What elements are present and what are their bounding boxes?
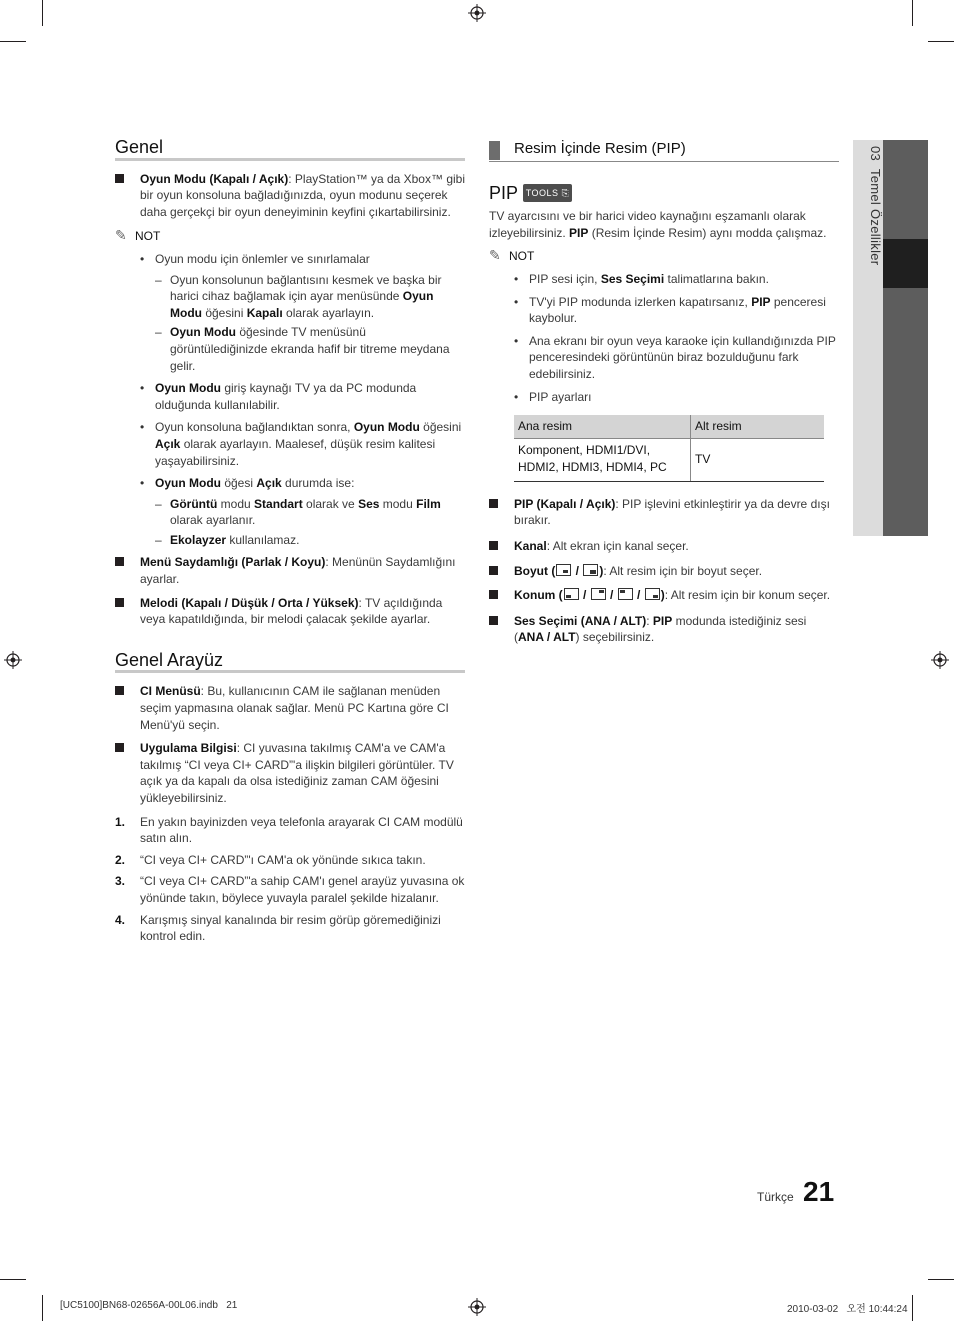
chapter-tab-marker (883, 239, 928, 288)
chapter-label (868, 146, 883, 265)
note-bold: Kapalı (246, 305, 283, 320)
note-text: olarak ayarlanır. (170, 513, 256, 528)
pip-position-bottom-left-icon (564, 588, 579, 600)
step-number: 2. (115, 852, 126, 867)
table-header: Alt resim (691, 415, 825, 438)
note-header (489, 247, 839, 265)
item-label: PIP (Kapalı / Açık) (514, 496, 616, 511)
note-text: olarak ayarlayın. Maalesef, düşük resim kalitesi yaşayabilirsiniz. (155, 436, 436, 468)
pip-settings-table (514, 415, 824, 482)
pencil-note-icon: ✎ (489, 247, 501, 264)
note-text: talimatlarına bakın. (664, 271, 769, 286)
note-bold: Görüntü (170, 496, 218, 511)
registration-mark-icon (468, 4, 486, 22)
page-number: 21 (803, 1176, 835, 1207)
note-bold: Ses (358, 496, 380, 511)
paren: ) (599, 563, 604, 578)
item-label: Konum ( (514, 588, 563, 603)
note-bold: Film (416, 496, 441, 511)
item-text: : Menünün Saydamlığını ayarlar. (140, 555, 456, 587)
note-text: modu (217, 496, 255, 511)
step-text: “CI veya CI+ CARD”'a sahip CAM'ı genel arayüz yuvasına ok yönünde takın, böylece yuvayla paralel şekilde hizalanır. (140, 874, 465, 905)
item-text: ) seçebilirsiniz. (575, 630, 655, 645)
right-column (489, 139, 839, 653)
paren: ) (660, 588, 665, 603)
note-bold: Oyun Modu (155, 476, 221, 491)
note-text: öğesinde TV menüsünü görüntülediğinizde ekranda hafif bir titreme meydana gelir. (170, 325, 450, 373)
tools-label: TOOLS (525, 187, 559, 198)
note-bullet (489, 271, 839, 288)
note-bold: Ses Seçimi (600, 271, 665, 286)
note-bullet (115, 251, 465, 268)
table-header-row (514, 415, 824, 438)
left-column (115, 139, 465, 950)
note-text: öğesi (221, 476, 257, 491)
note-text: penceresi kaybolur. (529, 294, 826, 326)
note-bold: Oyun Modu (155, 381, 221, 396)
separator: / (579, 588, 590, 603)
note-dash (115, 272, 465, 322)
item-label: CI Menüsü (140, 684, 201, 699)
registration-mark-icon (4, 651, 22, 669)
step-item (115, 814, 465, 847)
note-bold: PIP (751, 294, 771, 309)
item-text: : Alt resim için bir konum seçer. (664, 588, 831, 603)
item-text: : Alt ekran için kanal seçer. (546, 538, 689, 553)
pip-position-bottom-right-icon (645, 588, 660, 600)
crop-mark (912, 0, 913, 26)
print-file-info: [UC5100]BN68-02656A-00L06.indb 21 (60, 1300, 238, 1311)
note-text: giriş kaynağı TV ya da PC modunda olduğunda kullanılabilir. (155, 381, 417, 412)
note-bullet (489, 333, 839, 383)
note-label: NOT (509, 249, 535, 264)
separator: / (572, 563, 583, 578)
table-header: Ana resim (514, 415, 691, 438)
pip-intro (489, 208, 839, 241)
crop-mark (928, 1279, 954, 1280)
note-text: TV'yi PIP modunda izlerken kapatırsanız, (529, 294, 752, 309)
pip-title: PIP (489, 182, 518, 203)
step-number: 3. (115, 874, 126, 889)
step-number: 4. (115, 912, 126, 927)
crop-mark (42, 1295, 43, 1321)
note-header (115, 227, 465, 245)
item-text: : PlayStation™ ya da Xbox™ gibi bir oyun konsoluna bağladığınızda, oyun modunu seçerek daha gerçekçi bir oyun deneyiminin keyfini çıkartabilirsiniz. (140, 171, 465, 219)
list-item (489, 563, 839, 580)
pip-heading (489, 184, 839, 203)
step-text: Karışmış sinyal kanalında bir resim görüp göremediğinizi kontrol edin. (140, 912, 441, 944)
section-title: Resim İçinde Resim (PIP) (514, 140, 686, 157)
item-label: Ses Seçimi (ANA / ALT) (514, 613, 647, 628)
pip-size-large-icon (583, 564, 598, 576)
table-row (514, 438, 824, 481)
crop-mark (928, 41, 954, 42)
item-label: Uygulama Bilgisi (140, 741, 237, 756)
item-text: : PIP işlevini etkinleştirir ya da devre dışı bırakır. (514, 496, 830, 528)
list-item (489, 496, 839, 529)
note-bold: Oyun Modu (353, 420, 420, 435)
step-item (115, 912, 465, 945)
item-label: Boyut ( (514, 563, 556, 578)
table-cell: Komponent, HDMI1/DVI, HDMI2, HDMI3, HDMI4, PC (514, 438, 691, 481)
pip-size-small-icon (556, 564, 571, 576)
chapter-title: Temel Özellikler (868, 168, 883, 266)
print-timestamp: 2010-03-02 오전 10:44:24 (787, 1304, 908, 1315)
note-bullet (115, 419, 465, 469)
item-bold: PIP (652, 613, 673, 628)
step-text: En yakın bayinizden veya telefonla arayarak CI CAM modülü satın alın. (140, 814, 463, 846)
pip-position-top-right-icon (591, 588, 606, 600)
note-bold: Standart (254, 496, 303, 511)
registration-mark-icon (468, 1298, 486, 1316)
crop-mark (0, 1279, 26, 1280)
item-bold: ANA / ALT (518, 630, 576, 645)
pencil-note-icon: ✎ (115, 227, 127, 244)
crop-mark (42, 0, 43, 26)
note-text: Oyun modu için önlemler ve sınırlamalar (155, 251, 370, 266)
note-text: Oyun konsoluna bağlandıktan sonra, (155, 420, 354, 435)
item-text: : (646, 613, 653, 628)
item-text: : CI yuvasına takılmış CAM'a ve CAM'a takılmış “CI veya CI+ CARD”'a ilişkin bilgileri görüntüler. TV açık ya da kapalı da olsa istediğiniz zaman CAM öğesini yükleyebilirsiniz. (140, 741, 454, 805)
item-text: : Bu, kullanıcının CAM ile sağlanan menüden seçim yapmasına olanak sağlar. Menü PC Kartına göre CI Menü'yü seçin. (140, 684, 449, 732)
section-header-pip (489, 139, 839, 162)
note-dash (115, 324, 465, 374)
note-text: durumda ise: (281, 476, 355, 491)
note-text: PIP sesi için, (529, 271, 601, 286)
note-text: olarak ve (302, 496, 359, 511)
list-item (115, 554, 465, 587)
note-text: PIP ayarları (529, 389, 592, 404)
chapter-number: 03 (868, 146, 883, 162)
list-item (489, 613, 839, 646)
item-label: Oyun Modu (Kapalı / Açık) (140, 171, 289, 186)
note-label: NOT (135, 229, 161, 244)
step-item (115, 873, 465, 906)
item-text: : TV açıldığında veya kapatıldığında, bir melodi çalacak şekilde ayarlar. (140, 595, 443, 627)
item-text: modunda istediğiniz sesi ( (514, 613, 807, 645)
list-item (115, 595, 465, 628)
note-bullet (489, 389, 839, 406)
note-bold: Ekolayzer (170, 532, 227, 547)
note-text: öğesini (419, 420, 462, 435)
note-text: öğesini (202, 305, 247, 320)
section-title-genel: Genel (115, 139, 465, 161)
note-bullet (115, 475, 465, 492)
note-text: olarak ayarlayın. (282, 305, 375, 320)
table-cell: TV (691, 438, 825, 481)
item-text: : Alt resim için bir boyut seçer. (603, 563, 763, 578)
note-text: Ana ekranı bir oyun veya karaoke için kullandığınızda PIP penceresindeki görüntünün biraz bozulduğunu fark edebilirsiniz. (529, 333, 836, 381)
note-bullet (489, 294, 839, 327)
pip-position-top-left-icon (618, 588, 633, 600)
tools-badge: TOOLS ⎘ (523, 184, 573, 203)
registration-mark-icon (931, 651, 949, 669)
note-bold: Oyun Modu (170, 289, 434, 320)
note-bold: Açık (155, 436, 181, 451)
note-text: Oyun konsolunun bağlantısını kesmek ve başka bir harici cihaz bağlamak için ayar menüsünde (170, 272, 442, 304)
crop-mark (912, 1295, 913, 1321)
crop-mark (0, 41, 26, 42)
step-item (115, 852, 465, 869)
list-item (489, 587, 839, 604)
list-item (115, 740, 465, 806)
intro-text: TV ayarcısını ve bir harici video kaynağını eşzamanlı olarak izleyebilirsiniz. (489, 209, 806, 240)
section-marker (489, 141, 500, 160)
note-bold: Oyun Modu (170, 325, 236, 340)
item-label: Menü Saydamlığı (Parlak / Koyu) (140, 555, 326, 570)
intro-bold: PIP (569, 225, 589, 240)
note-dash (115, 496, 465, 529)
separator: / (606, 588, 617, 603)
list-item (115, 683, 465, 733)
step-number: 1. (115, 814, 126, 829)
intro-text: (Resim İçinde Resim) aynı modda çalışmaz. (588, 225, 827, 240)
list-item (115, 171, 465, 221)
list-item (489, 538, 839, 555)
note-text: modu (379, 496, 417, 511)
footer-language: Türkçe (757, 1190, 794, 1204)
note-dash (115, 532, 465, 549)
section-title-arayuz: Genel Arayüz (115, 652, 465, 674)
step-text: “CI veya CI+ CARD”'ı CAM'a ok yönünde sıkıca takın. (140, 852, 426, 867)
note-text: kullanılamaz. (226, 532, 300, 547)
item-label: Kanal (514, 538, 547, 553)
note-bold: Açık (256, 476, 282, 491)
separator: / (633, 588, 644, 603)
note-bullet (115, 380, 465, 413)
item-label: Melodi (Kapalı / Düşük / Orta / Yüksek) (140, 595, 359, 610)
chapter-tab-dark (883, 140, 928, 536)
